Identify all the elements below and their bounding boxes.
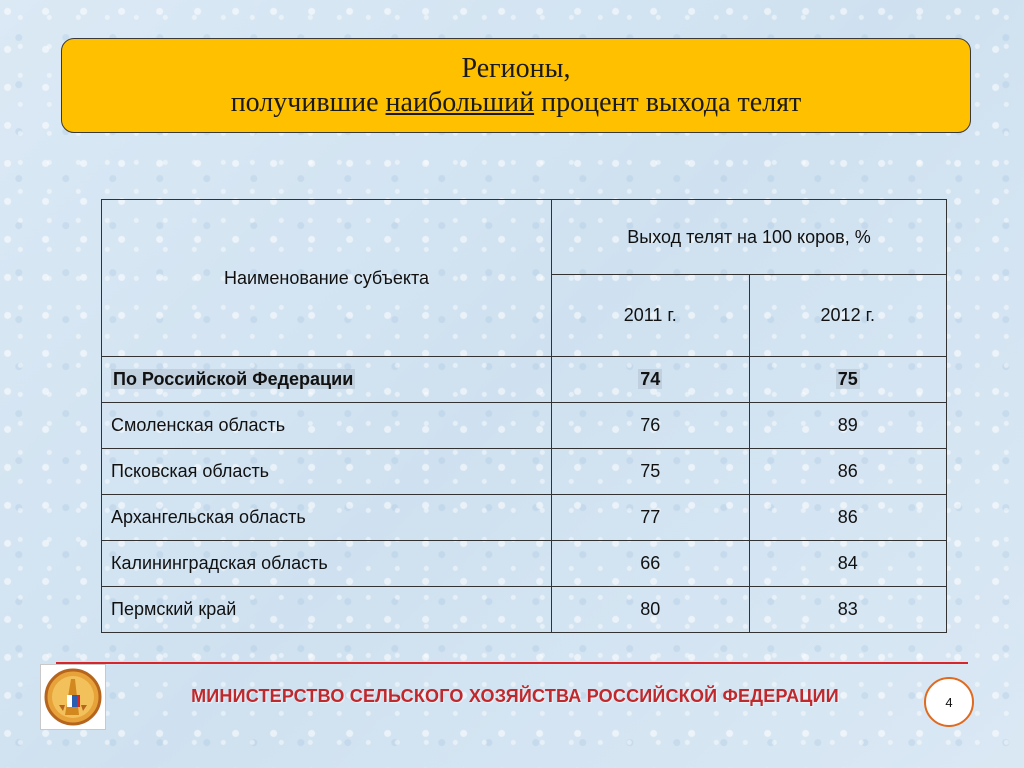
row-name: Калининградская область <box>102 541 552 587</box>
row-name <box>102 357 552 403</box>
row-value-text: 74 <box>640 369 661 389</box>
column-header-yield: Выход телят на 100 коров, % <box>552 200 947 275</box>
row-value-2012: 89 <box>749 403 947 449</box>
slide-title <box>61 38 971 133</box>
table-row <box>102 449 947 495</box>
title-line-2-start: получившие <box>230 87 386 118</box>
table-row <box>102 357 947 403</box>
row-value-2011: 77 <box>552 495 750 541</box>
column-header-2011: 2011 г. <box>552 275 750 357</box>
table-row <box>102 587 947 633</box>
page-number-badge <box>924 677 974 727</box>
row-value-2011: 80 <box>552 587 750 633</box>
row-name: Пермский край <box>102 587 552 633</box>
row-value-2011: 75 <box>552 449 750 495</box>
table-row <box>102 541 947 587</box>
row-value-2012: 86 <box>749 495 947 541</box>
row-name: Архангельская область <box>102 495 552 541</box>
row-value-2012: 84 <box>749 541 947 587</box>
row-name: Псковская область <box>102 449 552 495</box>
row-value-text: 75 <box>837 369 858 389</box>
table-header-row <box>102 200 947 275</box>
wheat-emblem-icon <box>40 664 106 730</box>
title-line-1: Регионы, <box>461 53 571 84</box>
column-header-2012: 2012 г. <box>749 275 947 357</box>
page-number: 4 <box>945 694 953 710</box>
row-name: Смоленская область <box>102 403 552 449</box>
row-value-2011 <box>552 357 750 403</box>
row-value-2012 <box>749 357 947 403</box>
ministry-name: МИНИСТЕРСТВО СЕЛЬСКОГО ХОЗЯЙСТВА РОССИЙСКОЙ ФЕДЕРАЦИИ <box>191 686 839 706</box>
footer-divider <box>56 662 968 664</box>
row-value-2011: 66 <box>552 541 750 587</box>
table-row <box>102 403 947 449</box>
calves-yield-table <box>101 199 947 633</box>
table-row <box>102 495 947 541</box>
title-emphasis: наибольший <box>385 87 535 118</box>
row-name-text: По Российской Федерации <box>113 369 354 389</box>
row-value-2011: 76 <box>552 403 750 449</box>
title-line-2 <box>62 86 970 120</box>
column-header-subject: Наименование субъекта <box>102 200 552 357</box>
row-value-2012: 83 <box>749 587 947 633</box>
title-line-2-end: процент выхода телят <box>534 87 802 118</box>
row-value-2012: 86 <box>749 449 947 495</box>
